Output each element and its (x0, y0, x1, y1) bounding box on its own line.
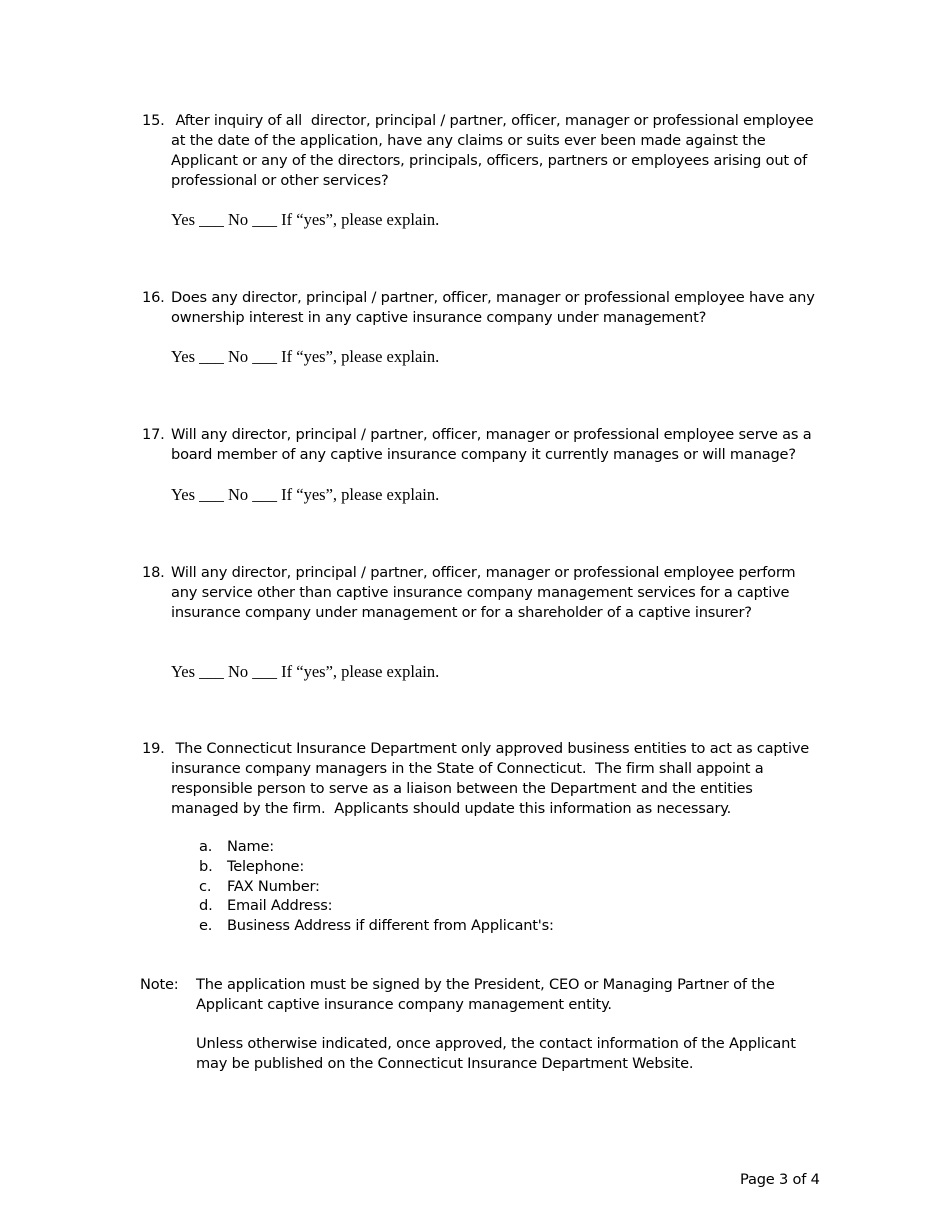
note-paragraph-2: Unless otherwise indicated, once approved, the contact information of the Applicant may be published on the Connecticut Insurance Department Website. (196, 1035, 796, 1072)
question-number: 15. (142, 112, 165, 129)
list-item-label: Business Address if different from Applicant's: (227, 917, 554, 935)
page-number: Page 3 of 4 (740, 1171, 820, 1188)
question-number: 17. (142, 426, 165, 443)
question-number: 19. (142, 740, 165, 757)
list-item-letter: b. (199, 857, 213, 875)
question-19 (142, 739, 817, 819)
question-number: 16. (142, 289, 165, 306)
list-item-label: Telephone: (227, 857, 305, 875)
list-item (199, 916, 799, 936)
list-item-letter: c. (199, 877, 212, 895)
question-15 (142, 111, 817, 191)
list-item (199, 896, 799, 916)
question-16-answer-line: Yes ___ No ___ If “yes”, please explain. (171, 347, 440, 366)
question-16 (142, 288, 820, 328)
list-item (199, 857, 799, 877)
list-item-letter: a. (199, 838, 213, 855)
list-item-label: FAX Number: (227, 877, 320, 895)
question-text: Will any director, principal / partner, officer, manager or professional employee perform any service other than captive insurance company management services for a captive insurance company under management or for a shareholder of a captive insurer? (171, 564, 800, 621)
question-text: Does any director, principal / partner, officer, manager or professional employee have any ownership interest in any captive insurance company under management? (171, 289, 820, 326)
question-text: The Connecticut Insurance Department only approved business entities to act as captive insurance company managers in the State of Connecticut. The firm shall appoint a responsible person to serve as a liaison between the Department and the entities managed by the firm. Applicants should update this information as necessary. (171, 740, 814, 817)
note-paragraph-1: The application must be signed by the President, CEO or Managing Partner of the Applicant captive insurance company management entity. (196, 976, 775, 1013)
contact-item-list (199, 837, 799, 936)
question-text: After inquiry of all director, principal / partner, officer, manager or professional employee at the date of the application, have any claims or suits ever been made against the Applicant or any of the directors, principals, officers, partners or employees arising out of professional or other services? (171, 112, 818, 189)
question-text: Will any director, principal / partner, officer, manager or professional employee serve as a board member of any captive insurance company it currently manages or will manage? (171, 426, 816, 463)
list-item-letter: d. (199, 897, 213, 915)
question-17 (142, 425, 817, 465)
list-item (199, 837, 799, 857)
list-item-letter: e. (199, 917, 213, 935)
note-label: Note: (140, 976, 179, 993)
question-15-answer-line: Yes ___ No ___ If “yes”, please explain. (171, 210, 440, 229)
question-number: 18. (142, 564, 165, 581)
list-item (199, 877, 799, 897)
list-item-label: Name: (227, 838, 274, 855)
list-item-label: Email Address: (227, 897, 333, 915)
question-18-answer-line: Yes ___ No ___ If “yes”, please explain. (171, 662, 440, 681)
question-17-answer-line: Yes ___ No ___ If “yes”, please explain. (171, 485, 440, 504)
question-18 (142, 563, 817, 623)
